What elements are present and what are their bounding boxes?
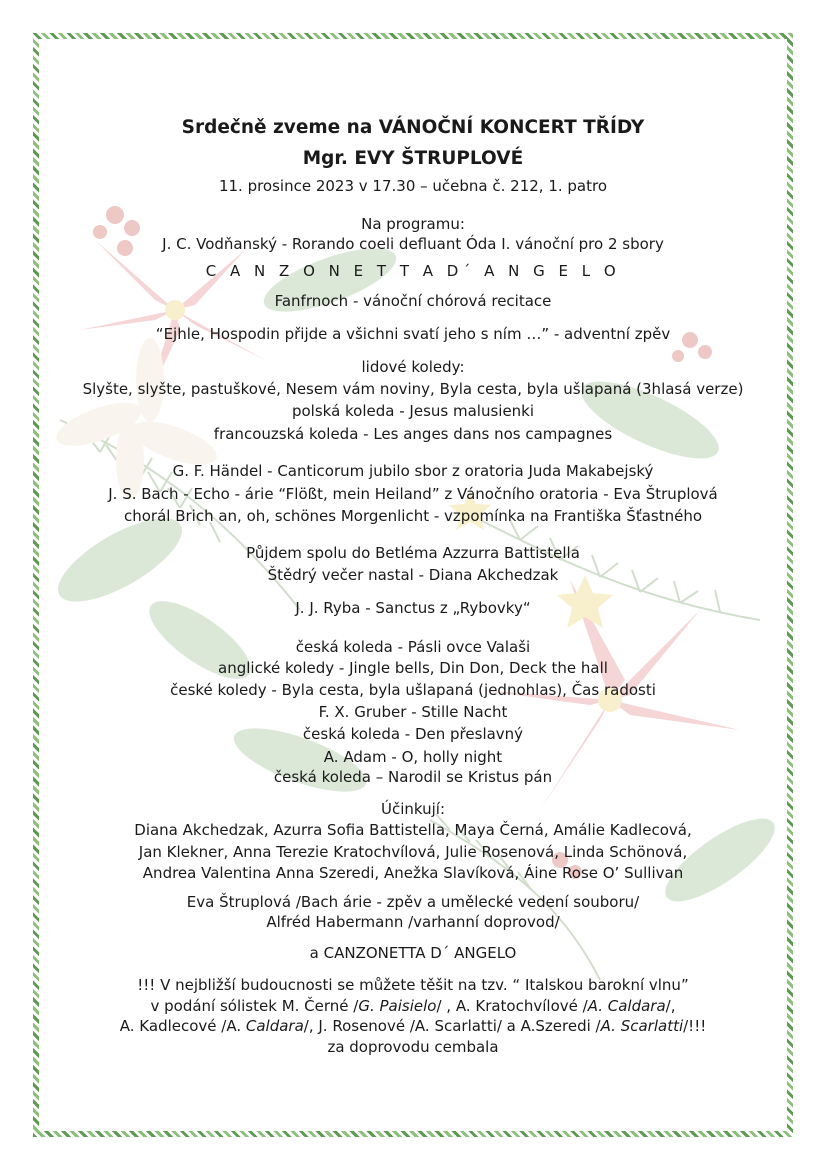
announcement-text: /,: [665, 997, 676, 1015]
program-line: chorál Brich an, oh, schönes Morgenlicht - vzpomínka na Františka Šťastného: [123, 507, 703, 525]
performers-line: Diana Akchedzak, Azurra Sofia Battistella, Maya Černá, Amálie Kadlecová,: [134, 821, 692, 839]
composer-name: G. Paisielo: [358, 997, 437, 1015]
program-line: česká koleda - Pásli ovce Valaši: [295, 638, 531, 656]
program-line: francouzská koleda - Les anges dans nos campagnes: [213, 425, 613, 443]
announcement-text: / , A. Kratochvílové /: [436, 997, 588, 1015]
announcement-text: /, J. Rosenové /A. Scarlatti/ a A.Szeredi /: [303, 1017, 601, 1035]
program-line: lidové koledy:: [361, 358, 465, 376]
program-line: české koledy - Byla cesta, byla ušlapaná (jednohlas), Čas radosti: [170, 681, 656, 699]
program-line: Půjdem spolu do Betléma Azzurra Battistella: [246, 544, 580, 562]
program-line: Slyšte, slyšte, pastuškové, Nesem vám noviny, Byla cesta, byla ušlapaná (3hlasá verze): [82, 380, 744, 398]
announcement-line-2: [60, 995, 766, 1017]
program-line: anglické koledy - Jingle bells, Din Don, Deck the hall: [218, 659, 608, 677]
composer-name: A. Caldara: [587, 997, 666, 1015]
title-line-1: Srdečně zveme na VÁNOČNÍ KONCERT TŘÍDY: [181, 117, 645, 138]
program-line: “Ejhle, Hospodin přijde a všichni svatí jeho s ním …” - adventní zpěv: [155, 325, 671, 343]
announcement-line-1: !!! V nejbližší budoucnosti se můžete těšit na tzv. “ Italskou barokní vlnu”: [137, 976, 689, 994]
announcement-line-3: [60, 1015, 766, 1037]
performers-line: Jan Klekner, Anna Terezie Kratochvílová, Julie Rosenová, Linda Schönová,: [138, 843, 688, 861]
announcement-text: A. Kadlecové /A.: [119, 1017, 246, 1035]
program-line: česká koleda - Den přeslavný: [302, 725, 524, 743]
performers-line: Alfréd Habermann /varhanní doprovod/: [266, 913, 560, 931]
program-line: česká koleda – Narodil se Kristus pán: [273, 768, 553, 786]
announcement-text: /!!!: [683, 1017, 707, 1035]
program-line: Štědrý večer nastal - Diana Akchedzak: [267, 566, 559, 584]
program-line: J. J. Ryba - Sanctus z „Rybovky“: [295, 599, 531, 617]
program-line-canzonetta: C A N Z O N E T T A D´ A N G E L O: [205, 262, 621, 280]
performers-line: Eva Štruplová /Bach árie - zpěv a umělecké vedení souboru/: [186, 893, 640, 911]
program-line: G. F. Händel - Canticorum jubilo sbor z oratoria Juda Makabejský: [172, 462, 654, 480]
composer-name: A. Scarlatti: [600, 1017, 684, 1035]
performers-line-canzonetta: a CANZONETTA D´ ANGELO: [309, 944, 517, 962]
program-line: A. Adam - O, holly night: [323, 748, 503, 766]
composer-name: Caldara: [245, 1017, 304, 1035]
program-line: Fanfrnoch - vánoční chórová recitace: [274, 292, 552, 310]
program-line: J. S. Bach - Echo - árie “Flößt, mein Heiland” z Vánočního oratoria - Eva Štruplová: [108, 485, 718, 503]
title-line-2: Mgr. EVY ŠTRUPLOVÉ: [302, 148, 524, 169]
announcement-line-4: za doprovodu cembala: [327, 1038, 499, 1056]
program-line: J. C. Vodňanský - Rorando coeli defluant Óda I. vánoční pro 2 sbory: [162, 235, 664, 253]
announcement-text: v podání sólistek M. Černé /: [150, 997, 359, 1015]
program-line: F. X. Gruber - Stille Nacht: [318, 703, 508, 721]
program-line: polská koleda - Jesus malusienki: [291, 402, 535, 420]
program-heading: Na programu:: [361, 215, 465, 233]
date-line: 11. prosince 2023 v 17.30 – učebna č. 212, 1. patro: [218, 177, 608, 195]
performers-line: Andrea Valentina Anna Szeredi, Anežka Slavíková, Áine Rose O’ Sullivan: [142, 864, 684, 882]
performers-heading: Účinkují:: [380, 800, 446, 818]
